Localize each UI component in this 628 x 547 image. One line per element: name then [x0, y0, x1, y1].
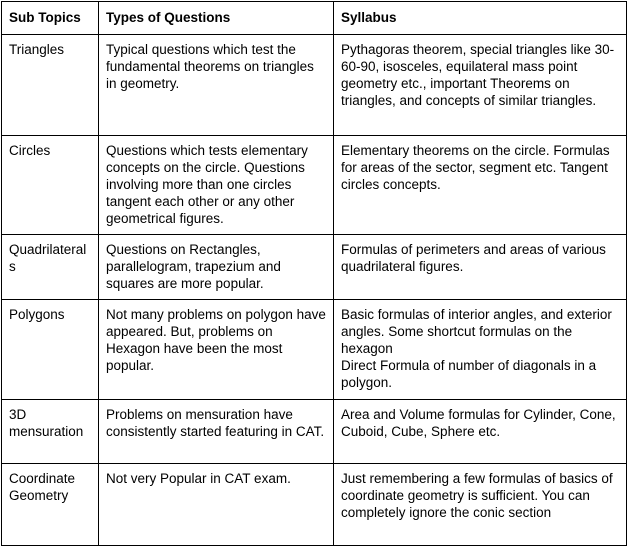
types-text: Typical questions which test the fundamental theorems on triangles in geometry.: [106, 42, 314, 91]
sub-topic-text: Quadrilaterals: [9, 242, 87, 274]
table-row: [2, 464, 627, 546]
header-row: [2, 2, 627, 35]
table-row: [2, 235, 627, 300]
cell-syllabus: [334, 464, 627, 546]
syllabus-text: Pythagoras theorem, special triangles like 30-60-90, isosceles, equilateral mass point geometry etc., important Theorems on triangles, and concepts of similar triangles.: [341, 42, 615, 108]
cell-sub-topic: [2, 300, 99, 400]
cell-sub-topic: [2, 35, 99, 136]
cell-types: [99, 400, 334, 464]
types-text: Not very Popular in CAT exam.: [106, 471, 291, 486]
types-text: Questions on Rectangles, parallelogram, trapezium and squares are more popular.: [106, 242, 281, 291]
cell-syllabus: [334, 300, 627, 400]
table-row: [2, 400, 627, 464]
cell-types: [99, 136, 334, 235]
sub-topic-text: 3D mensuration: [9, 407, 84, 439]
header-types-of-questions: Types of Questions: [99, 2, 334, 35]
sub-topic-text: Polygons: [9, 307, 65, 322]
header-sub-topics: Sub Topics: [2, 2, 99, 35]
cell-syllabus: [334, 35, 627, 136]
types-text: Not many problems on polygon have appeared. But, problems on Hexagon have been the most popular.: [106, 307, 326, 373]
table-row: [2, 35, 627, 136]
types-text: Questions which tests elementary concepts on the circle. Questions involving more than one circles tangent each other or any other geometrical figures.: [106, 143, 308, 226]
cell-syllabus: [334, 235, 627, 300]
cell-sub-topic: [2, 235, 99, 300]
cell-syllabus: [334, 136, 627, 235]
table-header: [2, 2, 627, 35]
cell-types: [99, 235, 334, 300]
table-body: [2, 35, 627, 546]
cell-sub-topic: [2, 136, 99, 235]
header-syllabus: Syllabus: [334, 2, 627, 35]
syllabus-text: Area and Volume formulas for Cylinder, Cone, Cuboid, Cube, Sphere etc.: [341, 407, 616, 439]
sub-topic-text: Triangles: [9, 42, 65, 57]
table-row: [2, 300, 627, 400]
syllabus-text: Formulas of perimeters and areas of various quadrilateral figures.: [341, 242, 606, 274]
cell-types: [99, 35, 334, 136]
cell-sub-topic: [2, 400, 99, 464]
types-text: Problems on mensuration have consistently started featuring in CAT.: [106, 407, 325, 439]
cell-types: [99, 300, 334, 400]
cell-sub-topic: [2, 464, 99, 546]
syllabus-table: [1, 1, 627, 546]
table-row: [2, 136, 627, 235]
syllabus-text: Elementary theorems on the circle. Formulas for areas of the sector, segment etc. Tangent circles concepts.: [341, 143, 610, 192]
syllabus-text: Basic formulas of interior angles, and exterior angles. Some shortcut formulas on the hexagon Direct Formula of number of diagonals in a polygon.: [341, 307, 612, 390]
cell-syllabus: [334, 400, 627, 464]
syllabus-text: Just remembering a few formulas of basics of coordinate geometry is sufficient. You can completely ignore the conic section: [341, 471, 613, 520]
sub-topic-text: Circles: [9, 143, 51, 158]
sub-topic-text: Coordinate Geometry: [9, 471, 76, 503]
cell-types: [99, 464, 334, 546]
